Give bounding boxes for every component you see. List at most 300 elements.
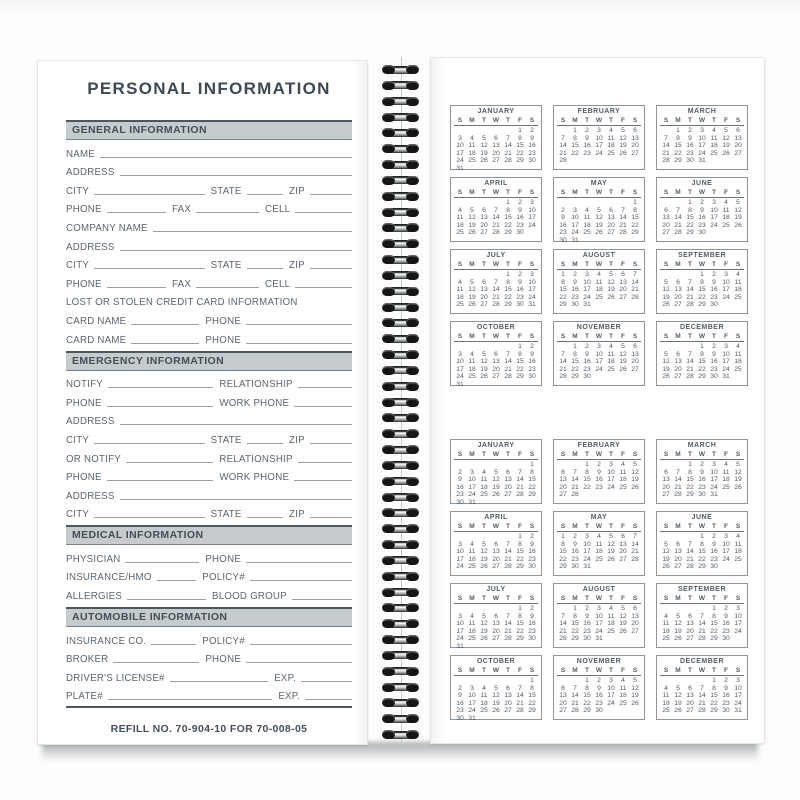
calendar-day-cell	[581, 491, 593, 499]
day-header-cell: W	[492, 595, 500, 602]
calendar-day-cell: 24	[571, 229, 579, 237]
calendar-day-cell: 28	[674, 229, 682, 237]
calendar-day-cell: 29	[698, 301, 706, 309]
day-header-cell: M	[469, 523, 475, 530]
day-header-cell: T	[585, 261, 589, 268]
calendar-day-cell: 26	[607, 293, 615, 301]
calendar-day-cell: 21	[662, 149, 670, 157]
coil-end-left	[382, 445, 395, 454]
calendar-day-cell: 8	[712, 612, 716, 620]
calendar-day-cell: 10	[595, 350, 603, 358]
calendar-day-cell: 12	[674, 620, 682, 628]
day-header-cell: F	[518, 261, 522, 268]
calendar-day-cell	[478, 381, 490, 389]
calendar-day-cell: 5	[494, 684, 498, 692]
calendar-day-cell: 8	[633, 206, 637, 214]
calendar-day-cell	[502, 165, 514, 173]
calendar-day-cell: 20	[674, 555, 682, 563]
calendar-day-cell: 26	[480, 157, 488, 165]
day-header-cell: T	[609, 451, 613, 458]
calendar-day-cell: 7	[573, 684, 577, 692]
calendar-day-cell: 1	[518, 127, 522, 134]
calendar-pages	[450, 105, 748, 720]
form-row	[66, 666, 352, 685]
calendar-day-cell	[629, 563, 641, 571]
calendar-day-cell	[526, 499, 538, 507]
calendar-day-cell: 5	[482, 612, 486, 620]
coil-end-right	[406, 223, 419, 232]
calendar-day-cell: 19	[662, 365, 670, 373]
calendar-day-cell: 20	[734, 142, 742, 150]
calendar-day-cell	[660, 605, 672, 613]
calendar-day-cell: 4	[664, 684, 668, 692]
form-field	[66, 204, 166, 216]
calendar-day-cell: 6	[494, 134, 498, 142]
calendar-day-cell	[605, 563, 617, 571]
calendar-day-cell: 1	[585, 461, 589, 468]
calendar-month-title: APRIL	[484, 514, 508, 521]
calendar-day-cell: 5	[609, 271, 613, 278]
calendar-day-cell: 11	[607, 350, 615, 358]
calendar-day-cell: 10	[595, 612, 603, 620]
calendar-day-cell: 10	[722, 350, 730, 358]
calendar-day-cell: 20	[492, 365, 500, 373]
calendar-day-cell: 29	[559, 563, 567, 571]
day-header-cell: M	[469, 667, 475, 674]
calendar-day-cell: 15	[710, 620, 718, 628]
binding-coil	[382, 366, 419, 375]
field-write-line	[247, 193, 283, 195]
form-field	[205, 554, 352, 566]
calendar-day-cell: 4	[470, 612, 474, 620]
calendar-day-cell: 13	[480, 286, 488, 294]
calendar-day-cell: 25	[619, 699, 627, 707]
calendar-day-cell: 11	[662, 620, 670, 628]
calendar-day-cell: 19	[674, 627, 682, 635]
calendar-day-cell: 6	[676, 350, 680, 358]
calendar-day-grid	[557, 460, 641, 499]
calendar-month-title: FEBRUARY	[577, 442, 621, 449]
coil-end-right	[406, 429, 419, 438]
form-sections	[66, 120, 352, 703]
calendar-day-cell: 4	[482, 468, 486, 476]
form-row	[66, 566, 352, 585]
day-header-cell: T	[506, 117, 510, 124]
form-field	[211, 509, 283, 521]
calendar-day-cell: 16	[710, 358, 718, 366]
calendar-day-cell: 25	[456, 301, 464, 309]
form-field	[66, 572, 196, 584]
calendar-day-cell: 2	[712, 343, 716, 350]
calendar-day-cell: 2	[700, 199, 704, 206]
calendar-day-cell: 20	[504, 483, 512, 491]
mini-calendar	[656, 655, 748, 720]
calendar-day-cell: 31	[528, 301, 536, 309]
day-header-cell: S	[632, 667, 638, 674]
day-header-cell: T	[506, 667, 510, 674]
calendar-day-cell: 9	[712, 540, 716, 548]
section-rows	[66, 545, 352, 603]
calendar-day-cell: 1	[633, 199, 637, 206]
day-header-cell: S	[529, 117, 535, 124]
calendar-day-headers	[557, 523, 641, 532]
calendar-day-cell: 11	[607, 612, 615, 620]
calendar-day-cell: 28	[698, 707, 706, 715]
calendar-day-cell	[605, 635, 617, 643]
calendar-day-cell: 17	[528, 286, 536, 294]
calendar-day-cell: 24	[595, 627, 603, 635]
calendar-day-cell: 17	[528, 214, 536, 222]
section-header: EMERGENCY INFORMATION	[66, 351, 352, 371]
form-field	[66, 242, 352, 254]
field-write-line	[94, 193, 205, 195]
calendar-day-cell	[466, 533, 478, 541]
mini-calendar	[450, 655, 542, 720]
day-header-cell: S	[663, 333, 669, 340]
calendar-day-grid	[454, 604, 538, 651]
field-write-line	[305, 698, 352, 700]
form-field	[66, 472, 213, 484]
calendar-day-cell: 23	[571, 555, 579, 563]
calendar-day-cell	[514, 643, 526, 651]
calendar-day-cell: 27	[492, 563, 500, 571]
field-label: PHYSICIAN	[66, 553, 121, 565]
calendar-day-cell: 9	[585, 350, 589, 358]
calendar-day-cell: 5	[676, 612, 680, 620]
day-header-cell: W	[595, 523, 603, 530]
calendar-day-cell: 16	[710, 548, 718, 556]
coil-end-right	[406, 508, 419, 517]
calendar-day-cell: 25	[710, 149, 718, 157]
day-header-cell: F	[724, 333, 728, 340]
calendar-day-cell: 14	[492, 286, 500, 294]
calendar-day-cell: 5	[676, 684, 680, 692]
calendar-day-cell: 30	[710, 373, 718, 381]
calendar-day-cell: 20	[559, 483, 567, 491]
field-write-line	[298, 386, 352, 388]
book-drop-shadow	[42, 742, 758, 762]
field-label: CELL	[265, 278, 291, 290]
binding-coil	[382, 65, 419, 74]
calendar-day-cell	[629, 635, 641, 643]
calendar-day-cell	[514, 499, 526, 507]
calendar-day-cell: 17	[698, 142, 706, 150]
calendar-day-cell	[629, 707, 641, 715]
field-write-line	[100, 156, 352, 158]
calendar-day-cell: 1	[573, 343, 577, 350]
calendar-day-cell: 4	[470, 350, 474, 358]
form-field	[66, 491, 352, 503]
day-header-cell: M	[675, 451, 681, 458]
calendar-day-cell	[732, 635, 744, 643]
coil-end-right	[406, 540, 419, 549]
day-header-cell: T	[688, 261, 692, 268]
calendar-day-cell: 4	[621, 461, 625, 468]
day-header-cell: S	[632, 595, 638, 602]
binding-coil	[382, 239, 419, 248]
field-write-line	[108, 698, 272, 700]
coil-end-left	[382, 176, 395, 185]
day-header-cell: W	[595, 667, 603, 674]
calendar-day-cell: 2	[561, 206, 565, 214]
calendar-day-cell	[454, 533, 466, 541]
calendar-day-cell: 19	[619, 142, 627, 150]
day-header-cell: S	[457, 117, 463, 124]
field-label: FAX	[172, 204, 192, 216]
calendar-day-cell: 4	[609, 343, 613, 350]
calendar-day-cell: 7	[561, 612, 565, 620]
binding-coil	[382, 445, 419, 454]
form-row	[66, 410, 352, 429]
day-header-cell: T	[585, 451, 589, 458]
day-header-cell: F	[724, 523, 728, 530]
calendar-day-cell: 10	[698, 134, 706, 142]
calendar-day-cell: 14	[686, 286, 694, 294]
calendar-day-cell: 18	[583, 221, 591, 229]
day-header-cell: W	[595, 189, 603, 196]
calendar-day-cell	[514, 677, 526, 685]
calendar-day-cell: 29	[631, 229, 639, 237]
calendar-day-cell: 13	[559, 476, 567, 484]
calendar-day-cell: 7	[700, 684, 704, 692]
calendar-day-cell: 24	[456, 635, 464, 643]
mini-calendar	[553, 321, 645, 386]
calendar-day-cell: 2	[724, 605, 728, 612]
calendar-day-cell: 25	[607, 627, 615, 635]
calendar-day-cell: 20	[504, 699, 512, 707]
form-row	[66, 235, 352, 254]
calendar-day-cell: 19	[468, 221, 476, 229]
calendar-day-cell: 10	[607, 684, 615, 692]
day-header-cell: T	[609, 261, 613, 268]
calendar-day-cell: 6	[688, 612, 692, 620]
mini-calendar	[450, 105, 542, 170]
form-field	[211, 260, 283, 272]
calendar-day-cell: 24	[734, 699, 742, 707]
calendar-day-cell: 3	[458, 350, 462, 358]
calendar-day-cell: 22	[528, 483, 536, 491]
calendar-day-cell: 31	[456, 642, 464, 650]
calendar-day-cell: 23	[722, 699, 730, 707]
calendar-day-cell: 25	[662, 707, 670, 715]
mini-calendar	[450, 177, 542, 242]
calendar-day-cell: 1	[712, 605, 716, 612]
calendar-day-cell: 6	[561, 684, 565, 692]
field-write-line	[196, 286, 259, 288]
day-header-cell: M	[675, 595, 681, 602]
day-header-cell: F	[621, 523, 625, 530]
calendar-day-cell: 4	[724, 461, 728, 468]
calendar-day-cell: 25	[583, 229, 591, 237]
calendar-day-cell: 3	[712, 461, 716, 468]
binding-coil	[382, 524, 419, 533]
calendar-day-cell: 8	[518, 134, 522, 142]
calendar-day-cell: 13	[492, 548, 500, 556]
coil-end-right	[406, 445, 419, 454]
calendar-day-cell: 14	[674, 476, 682, 484]
calendar-day-cell: 29	[686, 229, 694, 237]
calendar-day-cell: 3	[585, 271, 589, 278]
calendar-day-cell: 19	[468, 293, 476, 301]
form-field	[66, 398, 213, 410]
calendar-day-cell	[696, 677, 708, 685]
calendar-day-cell: 21	[674, 483, 682, 491]
calendar-day-cell: 18	[468, 555, 476, 563]
calendar-day-cell: 22	[516, 365, 524, 373]
calendar-day-cell: 11	[607, 134, 615, 142]
binding-coil	[382, 730, 419, 739]
calendar-day-cell	[605, 301, 617, 309]
calendar-day-cell: 11	[595, 278, 603, 286]
mini-calendar	[450, 321, 542, 386]
calendar-day-cell: 17	[456, 365, 464, 373]
binding-coil	[382, 714, 419, 723]
day-header-cell: S	[735, 595, 741, 602]
day-header-cell: W	[698, 117, 706, 124]
calendar-day-cell: 21	[686, 555, 694, 563]
calendar-day-cell: 13	[492, 358, 500, 366]
binding-coil	[382, 429, 419, 438]
form-field	[172, 279, 259, 291]
calendar-day-cell: 9	[518, 206, 522, 214]
calendar-day-cell: 10	[583, 540, 591, 548]
coil-end-right	[406, 208, 419, 217]
day-header-cell: W	[492, 261, 500, 268]
mini-calendar	[656, 249, 748, 314]
coil-end-left	[382, 572, 395, 581]
calendar-day-cell: 14	[516, 692, 524, 700]
calendar-day-cell: 16	[722, 692, 730, 700]
form-field	[66, 279, 166, 291]
calendar-day-cell: 24	[528, 293, 536, 301]
calendar-day-cell: 9	[597, 468, 601, 476]
calendar-day-cell: 17	[468, 699, 476, 707]
calendar-day-cell: 26	[480, 635, 488, 643]
coil-end-right	[406, 271, 419, 280]
calendar-day-cell: 14	[559, 358, 567, 366]
calendar-day-cell: 22	[698, 293, 706, 301]
calendar-day-cell: 13	[734, 134, 742, 142]
field-write-line	[310, 516, 352, 518]
calendar-day-cell: 16	[528, 142, 536, 150]
calendar-day-cell: 1	[573, 127, 577, 134]
day-header-cell: F	[518, 667, 522, 674]
calendar-day-cell: 28	[516, 491, 524, 499]
calendar-day-cell	[593, 563, 605, 571]
binding-coil	[382, 303, 419, 312]
calendar-day-cell: 26	[619, 627, 627, 635]
calendar-day-cell: 5	[494, 468, 498, 476]
calendar-day-cell: 24	[722, 365, 730, 373]
calendar-day-cell: 26	[722, 149, 730, 157]
day-header-cell: T	[688, 189, 692, 196]
calendar-day-cell: 30	[516, 301, 524, 309]
calendar-day-cell: 8	[518, 350, 522, 358]
calendar-day-cell: 16	[595, 476, 603, 484]
calendar-day-cell	[708, 229, 720, 237]
calendar-day-cell: 9	[688, 134, 692, 142]
calendar-day-cell: 11	[734, 278, 742, 286]
calendar-day-cell	[581, 199, 593, 207]
calendar-day-cell	[466, 381, 478, 389]
calendar-day-cell: 3	[573, 206, 577, 214]
calendar-day-cell: 7	[518, 684, 522, 692]
calendar-day-headers	[660, 333, 744, 342]
calendar-day-cell: 27	[674, 563, 682, 571]
calendar-day-cell	[526, 381, 538, 389]
calendar-day-cell: 20	[686, 627, 694, 635]
form-field	[219, 454, 352, 466]
calendar-day-cell: 9	[585, 134, 589, 142]
calendar-day-cell	[605, 707, 617, 715]
calendar-day-cell	[466, 605, 478, 613]
calendar-day-cell	[672, 461, 684, 469]
calendar-day-cell: 25	[619, 483, 627, 491]
calendar-day-cell: 9	[458, 692, 462, 700]
calendar-day-cell: 3	[458, 540, 462, 548]
calendar-day-cell: 6	[633, 605, 637, 612]
calendar-day-cell: 26	[662, 373, 670, 381]
calendar-day-cell	[732, 157, 744, 165]
calendar-day-cell: 31	[583, 563, 591, 571]
form-field	[219, 398, 352, 410]
calendar-day-cell: 22	[504, 293, 512, 301]
calendar-day-cell: 21	[619, 221, 627, 229]
calendar-day-cell: 8	[506, 278, 510, 286]
calendar-day-cell	[454, 271, 466, 279]
calendar-day-cell: 31	[698, 157, 706, 165]
calendar-day-cell	[672, 533, 684, 541]
calendar-day-cell: 26	[468, 229, 476, 237]
form-field	[66, 167, 352, 179]
field-write-line	[292, 598, 352, 600]
coil-end-right	[406, 350, 419, 359]
day-header-cell: T	[585, 117, 589, 124]
calendar-day-cell: 24	[722, 293, 730, 301]
calendar-day-headers	[557, 261, 641, 270]
calendar-day-cell: 16	[559, 221, 567, 229]
form-field	[265, 279, 352, 291]
day-header-cell: F	[518, 595, 522, 602]
calendar-day-cell: 12	[607, 540, 615, 548]
calendar-day-cell: 12	[734, 206, 742, 214]
calendar-day-cell: 19	[480, 149, 488, 157]
field-write-line	[94, 442, 205, 444]
calendar-day-cell	[502, 127, 514, 135]
calendar-day-cell: 22	[686, 221, 694, 229]
calendar-day-cell: 20	[492, 627, 500, 635]
calendar-day-cell: 24	[722, 555, 730, 563]
field-label: DRIVER'S LICENSE#	[66, 672, 165, 684]
calendar-day-cell: 12	[662, 548, 670, 556]
calendar-day-cell: 2	[458, 468, 462, 476]
calendar-day-cell: 22	[583, 483, 591, 491]
calendar-month-title: MAY	[590, 180, 608, 187]
coil-end-right	[406, 461, 419, 470]
calendar-day-cell: 26	[607, 555, 615, 563]
calendar-day-cell: 6	[633, 127, 637, 134]
calendar-day-cell	[629, 301, 641, 309]
calendar-day-cell: 25	[607, 149, 615, 157]
calendar-day-cell: 1	[518, 343, 522, 350]
day-header-cell: S	[529, 261, 535, 268]
day-header-cell: F	[518, 451, 522, 458]
calendar-day-cell	[454, 199, 466, 207]
calendar-day-cell: 9	[573, 278, 577, 286]
calendar-day-cell: 7	[664, 134, 668, 142]
calendar-day-cell: 3	[724, 533, 728, 540]
calendar-day-cell	[454, 127, 466, 135]
